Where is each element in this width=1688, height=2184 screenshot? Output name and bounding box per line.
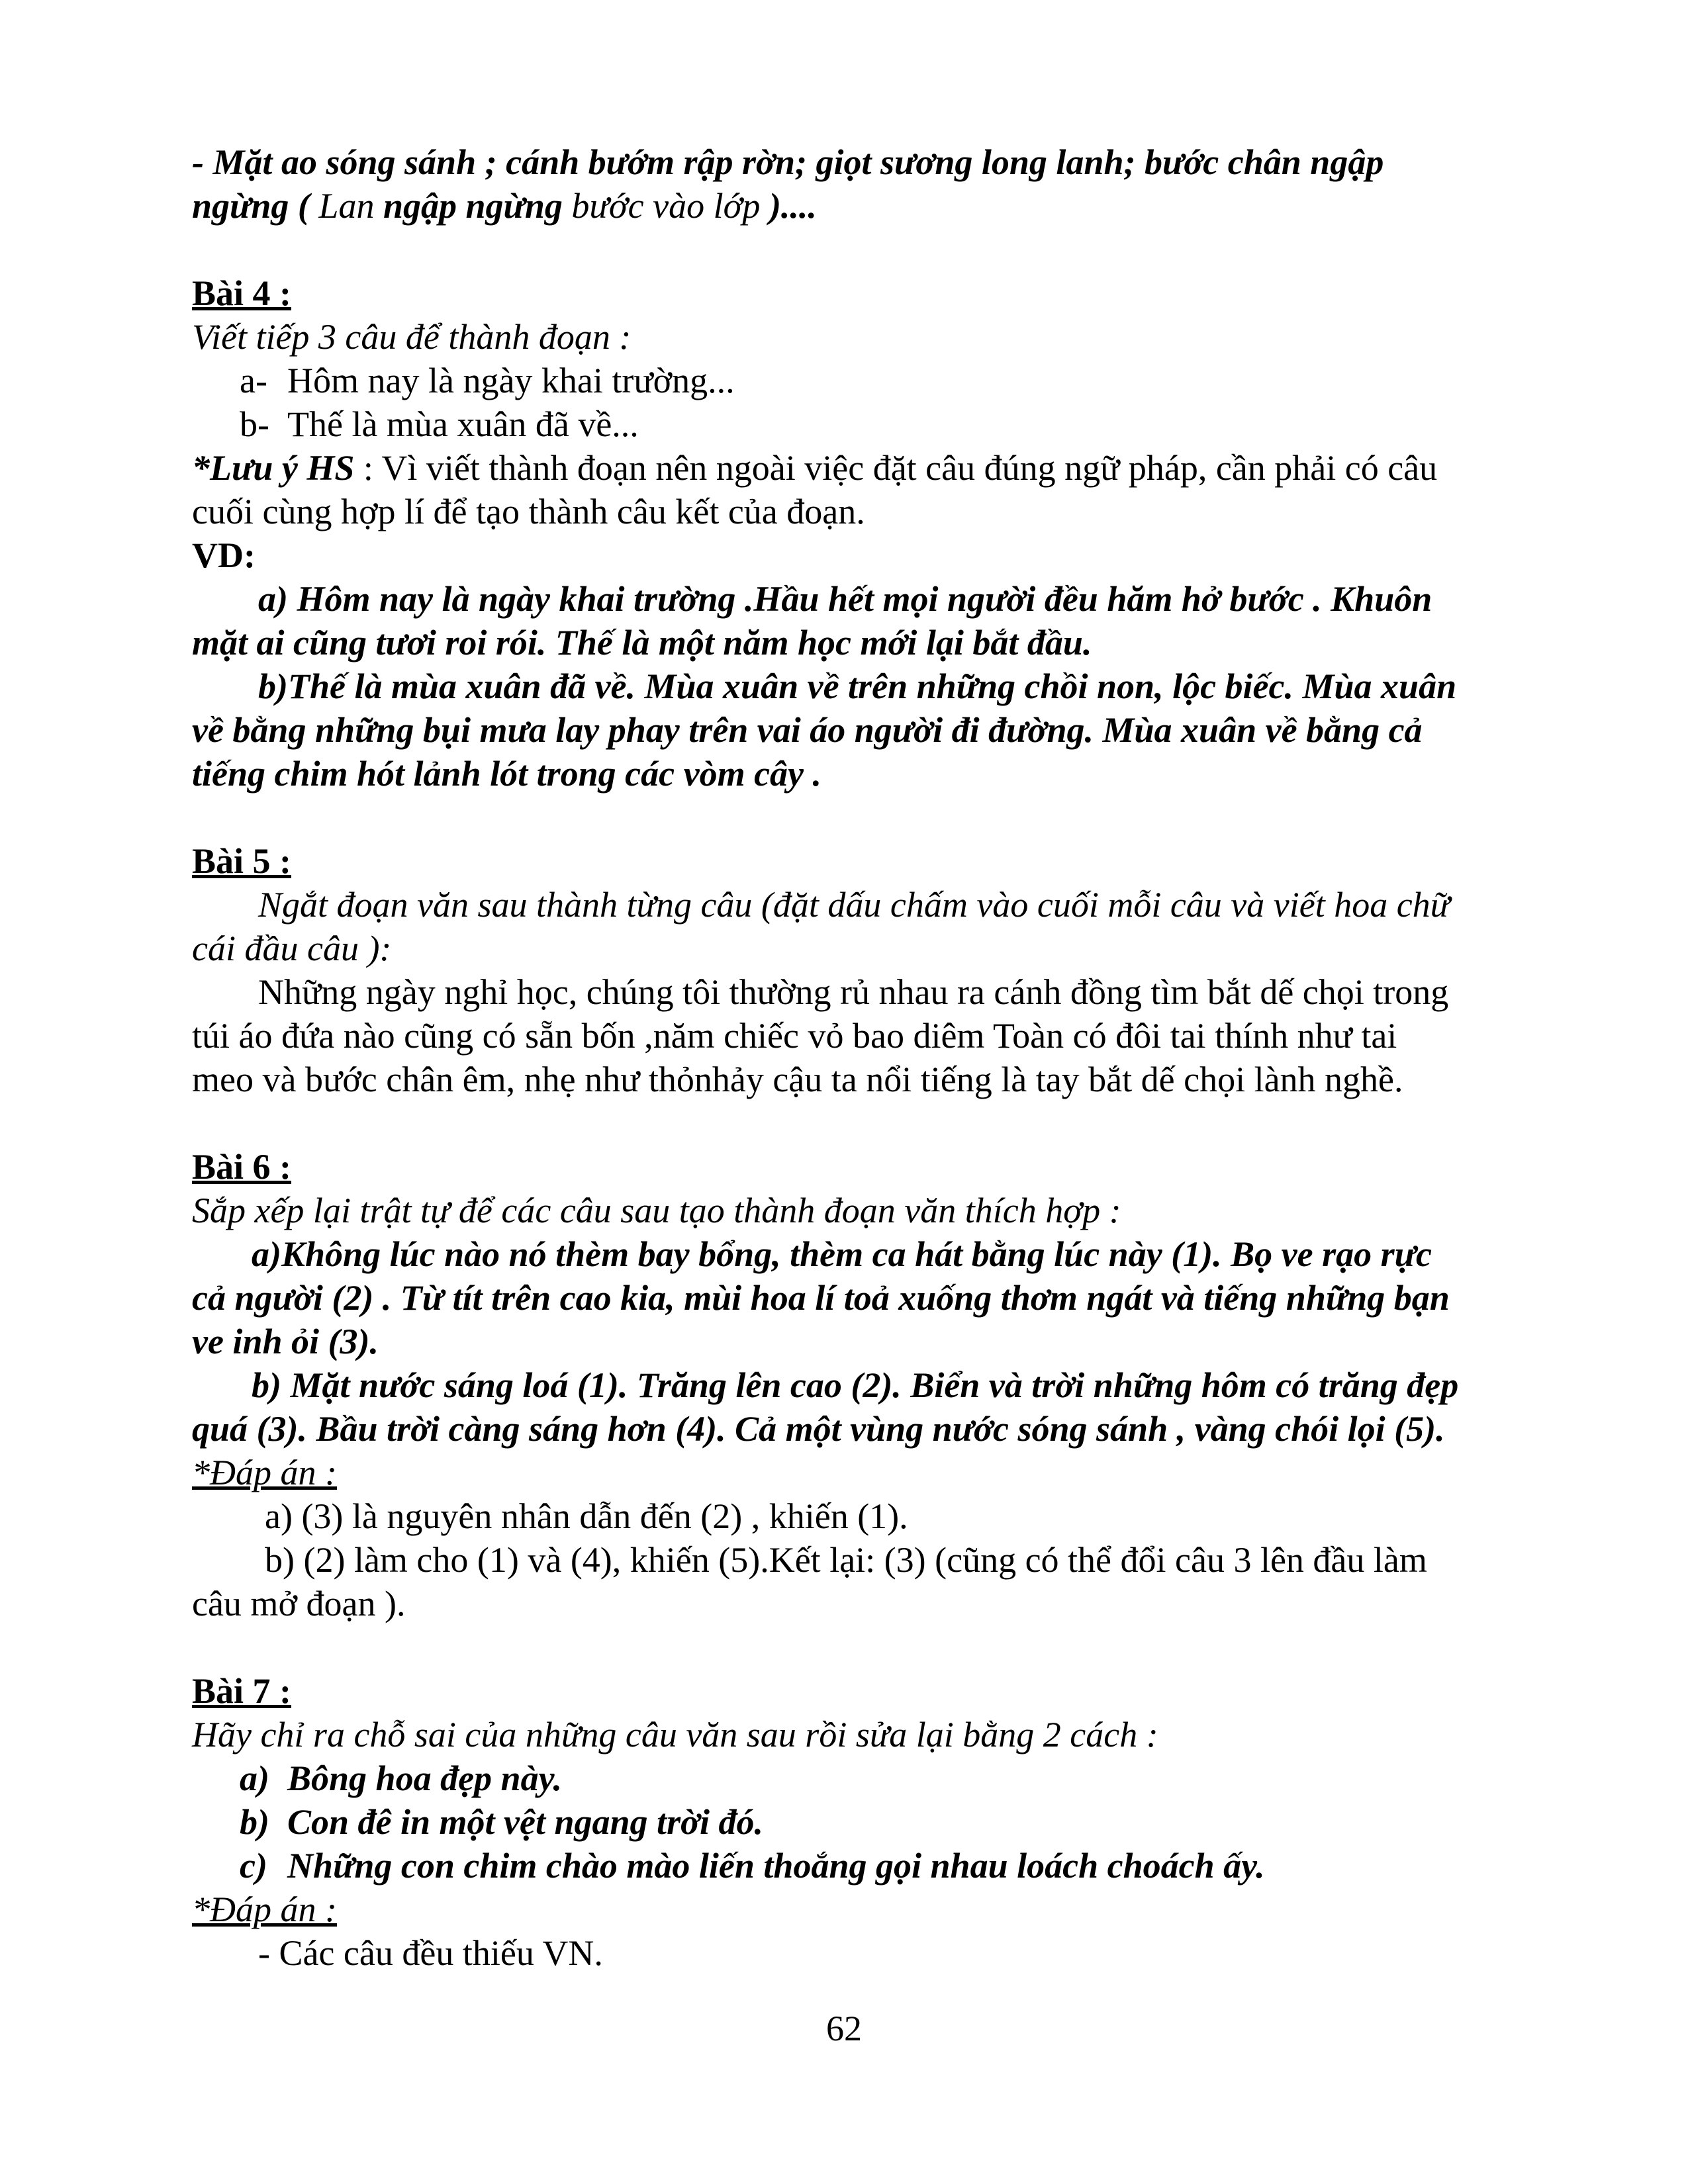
bai7-heading: Bài 7 : [192,1671,292,1711]
bai5-heading: Bài 5 : [192,841,292,881]
bai6-a-line-1: a)Không lúc nào nó thèm bay bổng, thèm ca hát bằng lúc này (1). Bọ ve rạo rực [252,1234,1432,1274]
bai7-item-a-text: Bông hoa đẹp này. [287,1758,563,1798]
bai4-vd-label: VD: [192,535,256,575]
bai6-a-line-2: cả người (2) . Từ tít trên cao kia, mùi hoa lí toả xuống thơm ngát và tiếng những bạn [192,1278,1450,1318]
document-body [192,140,1556,1975]
bai4-item-a [192,359,1556,402]
intro-italic-rest: bước vào lớp [562,186,769,226]
bai4-example-a-line-2: mặt ai cũng tươi roi rói. Thế là một năm học mới lại bắt đầu. [192,623,1092,662]
intro-bold-start: ngừng ( [192,186,319,226]
bai6-b-line-2: quá (3). Bầu trời càng sáng hơn (4). Cả một vùng nước sóng sánh , vàng chói lọi (5). [192,1409,1445,1449]
bai7-item-b-text: Con đê in một vệt ngang trời đó. [287,1802,764,1842]
bai7-item-c [192,1844,1556,1888]
bai6-b-line-1: b) Mặt nước sáng loá (1). Trăng lên cao (2). Biển và trời những hôm có trăng đẹp [252,1365,1459,1405]
bai4-item-a-text: Hôm nay là ngày khai trường... [287,361,735,400]
intro-bold-end: ).... [769,186,817,226]
bai6-answer-a: a) (3) là nguyên nhân dẫn đến (2) , khiến (1). [265,1496,908,1536]
bai4-item-b-label: b- [240,404,269,444]
bai5-text-line-1: Những ngày nghỉ học, chúng tôi thường rủ nhau ra cánh đồng tìm bắt dế chọi trong [258,972,1449,1012]
bai7-item-a-label: a) [240,1758,269,1798]
bai6-heading: Bài 6 : [192,1147,292,1187]
bai7-item-b-label: b) [240,1802,269,1842]
bai4-note-line-2: cuối cùng hợp lí để tạo thành câu kết của đoạn. [192,492,865,531]
bai7-item-c-text: Những con chim chào mào liến thoắng gọi nhau loách choách ấy. [287,1846,1265,1886]
page-number: 62 [826,2009,862,2048]
bai7-answer-label: *Đáp án : [192,1889,337,1929]
bai7-item-c-label: c) [240,1846,267,1886]
intro-bold-ngap-ngung: ngập ngừng [383,186,563,226]
bai6-a-line-3: ve inh ỏi (3). [192,1322,379,1361]
bai4-example-a-line-1: a) Hôm nay là ngày khai trường .Hầu hết mọi người đều hăm hở bước . Khuôn [258,579,1432,619]
bai5-prompt-line-1: Ngắt đoạn văn sau thành từng câu (đặt dấu chấm vào cuối mỗi câu và viết hoa chữ [258,885,1450,925]
intro-italic-lan: Lan [318,186,383,226]
bai4-note-line-1 [192,446,1556,490]
bai4-example-b-line-3: tiếng chim hót lảnh lót trong các vòm cây . [192,754,822,794]
bai4-note-label: *Lưu ý HS [192,448,355,488]
bai6-answer-label: *Đáp án : [192,1453,337,1492]
intro-line-1: - Mặt ao sóng sánh ; cánh bướm rập rờn; giọt sương long lanh; bước chân ngập [192,142,1384,182]
bai5-text-line-2: túi áo đứa nào cũng có sẵn bốn ,năm chiếc vỏ bao diêm Toàn có đôi tai thính như tai [192,1016,1397,1056]
bai7-answer: - Các câu đều thiếu VN. [258,1933,603,1973]
bai4-note-text: : Vì viết thành đoạn nên ngoài việc đặt câu đúng ngữ pháp, cần phải có câu [354,448,1438,488]
bai4-example-b-line-2: về bằng những bụi mưa lay phay trên vai áo người đi đường. Mùa xuân về bằng cả [192,710,1423,750]
bai4-item-b [192,402,1556,446]
bai6-answer-b-line-2: câu mở đoạn ). [192,1584,406,1623]
bai4-prompt: Viết tiếp 3 câu để thành đoạn : [192,317,632,357]
bai5-text-line-3: meo và bước chân êm, nhẹ như thỏnhảy cậu ta nổi tiếng là tay bắt dế chọi lành nghề. [192,1060,1403,1099]
bai4-item-a-label: a- [240,361,267,400]
bai4-heading: Bài 4 : [192,273,292,313]
bai4-item-b-text: Thế là mùa xuân đã về... [287,404,639,444]
bai5-prompt-line-2: cái đầu câu ): [192,929,392,968]
bai6-answer-b-line-1: b) (2) làm cho (1) và (4), khiến (5).Kết lại: (3) (cũng có thể đổi câu 3 lên đầu làm [265,1540,1427,1580]
bai7-item-b [192,1800,1556,1844]
intro-line-2 [192,184,1556,228]
bai6-prompt: Sắp xếp lại trật tự để các câu sau tạo thành đoạn văn thích hợp : [192,1191,1121,1230]
bai7-prompt: Hãy chỉ ra chỗ sai của những câu văn sau rồi sửa lại bằng 2 cách : [192,1715,1158,1754]
bai7-item-a [192,1756,1556,1800]
bai4-example-b-line-1: b)Thế là mùa xuân đã về. Mùa xuân về trên những chồi non, lộc biếc. Mùa xuân [258,666,1457,706]
